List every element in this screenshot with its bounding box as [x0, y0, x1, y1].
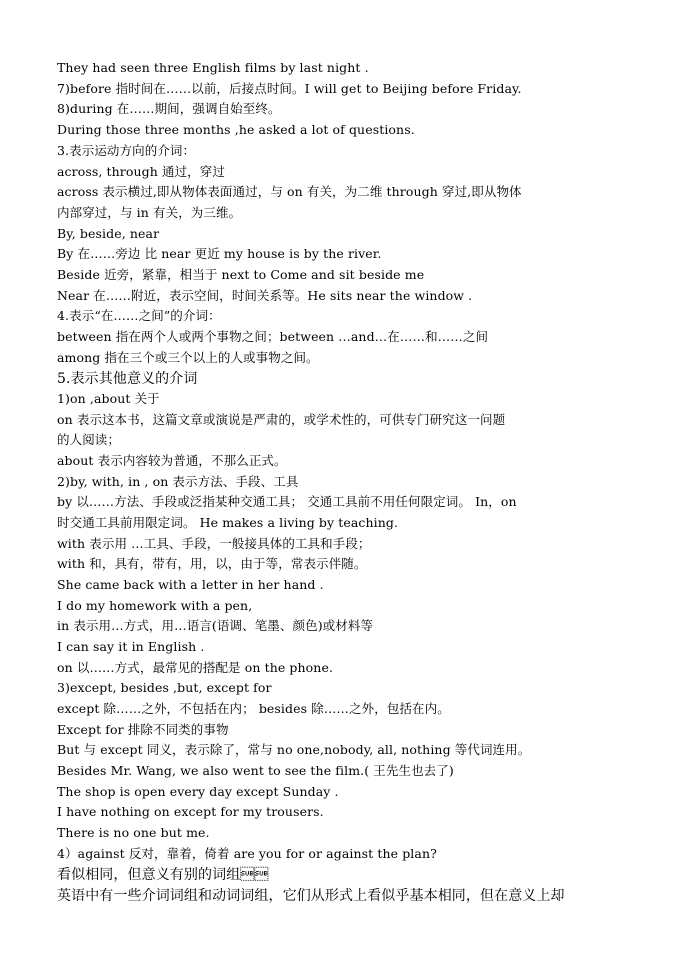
text-line: 1)on ,about 关于: [57, 391, 160, 406]
text-line: with 和，具有，带有，用，以，由于等，常表示伴随。: [57, 556, 367, 571]
text-line: across 表示横过,即从物体表面通过，与 on 有关，为二维 through 穿过,即从物体: [57, 184, 522, 199]
text-line: with 表示用 …工具、手段，一般接具体的工具和手段；: [57, 536, 371, 551]
text-line: except 除……之外，不包括在内； besides 除……之外，包括在内。: [57, 701, 450, 716]
text-line: Beside 近旁，紧靠，相当于 next to Come and sit beside me: [57, 267, 425, 282]
section-heading: 5.表示其他意义的介词: [57, 371, 198, 387]
text-line: by 以……方法、手段或泛指某种交通工具； 交通工具前不用任何限定词。 In，on: [57, 494, 517, 509]
text-line: 的人阅读；: [57, 432, 121, 447]
text-line: I do my homework with a pen,: [57, 598, 253, 613]
text-line: During those three months ,he asked a lot of questions.: [57, 122, 415, 137]
text-line: 8)during 在……期间，强调自始至终。: [57, 101, 281, 116]
text-line: By, beside, near: [57, 226, 160, 241]
text-line: 英语中有一些介词词组和动词词组，它们从形式上看似乎基本相同，但在意义上却: [57, 888, 565, 904]
text-line: 时交通工具前用限定词。 He makes a living by teaching.: [57, 515, 399, 530]
text-line: 7)before 指时间在……以前，后接点时间。I will get to Beijing before Friday.: [57, 81, 522, 96]
text-line: They had seen three English films by last night .: [57, 60, 369, 75]
text-line: across, through 通过，穿过: [57, 164, 225, 179]
text-line: on 表示这本书，这篇文章或演说是严肃的，或学术性的，可供专门研究这一问题: [57, 412, 506, 427]
text-line: She came back with a letter in her hand .: [57, 577, 324, 592]
text-line: Near 在……附近，表示空间，时间关系等。He sits near the window .: [57, 288, 473, 303]
text-line: among 指在三个或三个以上的人或事物之间。: [57, 350, 319, 365]
text-line: 2)by, with, in , on 表示方法、手段、工具: [57, 474, 299, 489]
text-line: 4）against 反对，靠着，倚着 are you for or against the plan?: [57, 846, 437, 861]
text-line: By 在……旁边 比 near 更近 my house is by the river.: [57, 246, 382, 261]
text-line: about 表示内容较为普通，不那么正式。: [57, 453, 287, 468]
text-line: I have nothing on except for my trousers.: [57, 804, 324, 819]
text-line: The shop is open every day except Sunday .: [57, 784, 339, 799]
text-line: in 表示用…方式，用…语言(语调、笔墨、颜色)或材料等: [57, 618, 374, 633]
text-line: 内部穿过，与 in 有关，为三维。: [57, 205, 242, 220]
text-line: 3)except, besides ,but, except for: [57, 680, 272, 695]
text-line: 3.表示运动方向的介词：: [57, 143, 196, 158]
section-heading: 看似相同，但意义有别的词组: [57, 867, 269, 883]
text-line: on 以……方式，最常见的搭配是 on the phone.: [57, 660, 334, 675]
text-line: I can say it in English .: [57, 639, 205, 654]
text-line: between 指在两个人或两个事物之间；between …and…在……和……之间: [57, 329, 489, 344]
text-line: Besides Mr. Wang, we also went to see the film.( 王先生也去了): [57, 763, 454, 778]
text-line: But 与 except 同义，表示除了，常与 no one,nobody, all, nothing 等代词连用。: [57, 742, 531, 757]
text-line: There is no one but me.: [57, 825, 210, 840]
text-line: Except for 排除不同类的事物: [57, 722, 229, 737]
text-line: 4.表示“在……之间”的介词：: [57, 308, 221, 323]
